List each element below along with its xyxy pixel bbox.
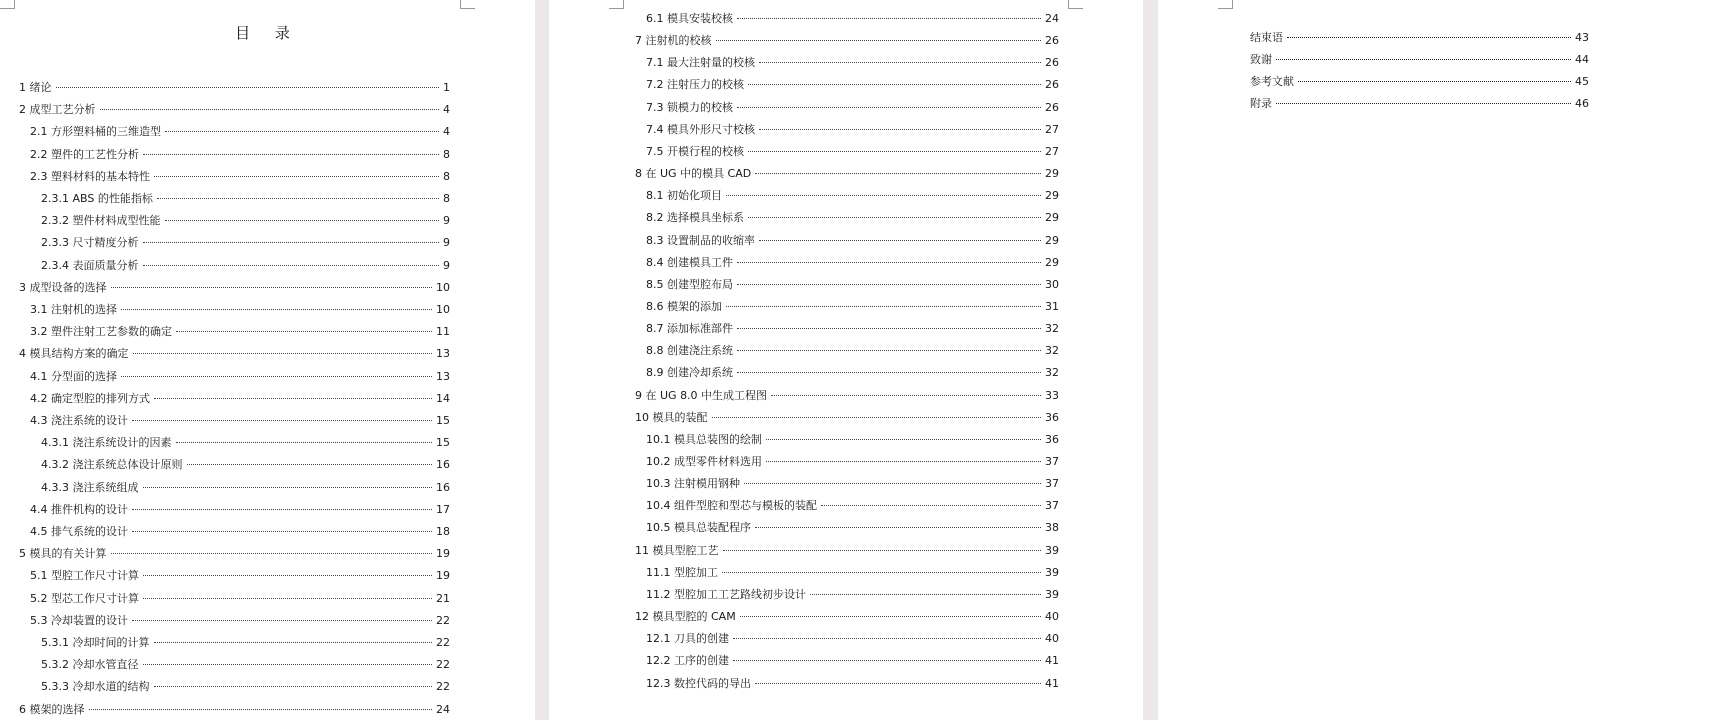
toc-dot-leader [176, 331, 432, 332]
toc-dot-leader [143, 664, 433, 665]
toc-entry-label: 8 在 UG 中的模具 CAD [635, 167, 752, 181]
toc-entry-page-number: 26 [1045, 100, 1059, 114]
toc-dot-leader [766, 461, 1041, 462]
toc-entry[interactable] [646, 498, 1059, 514]
toc-entry-label: 8.5 创建型腔布局 [646, 277, 733, 291]
toc-entry[interactable] [646, 100, 1059, 116]
toc-entry-label: 致谢 [1250, 53, 1272, 66]
toc-title: 目 录 [235, 24, 300, 42]
toc-entry[interactable] [19, 102, 450, 118]
toc-entry[interactable] [41, 235, 450, 251]
toc-entry-label: 8.2 选择模具坐标系 [646, 211, 744, 225]
toc-entry-page-number: 16 [436, 480, 450, 494]
toc-entry-page-number: 8 [443, 192, 450, 205]
toc-entry-page-number: 40 [1045, 632, 1059, 646]
toc-entry-page-number: 26 [1045, 56, 1059, 70]
toc-entry[interactable] [646, 255, 1059, 271]
toc-entry-label: 12 模具型腔的 CAM [635, 610, 736, 624]
toc-entry-page-number: 24 [436, 702, 450, 716]
toc-dot-leader [154, 176, 439, 177]
toc-dot-leader [133, 353, 433, 354]
toc-dot-leader [810, 594, 1041, 595]
toc-entry-label: 结束语 [1250, 31, 1283, 44]
toc-entry-page-number: 22 [436, 613, 450, 627]
toc-entry-label: 3.2 塑件注射工艺参数的确定 [30, 325, 172, 339]
toc-entry[interactable] [646, 233, 1059, 249]
toc-entry[interactable] [1250, 52, 1589, 68]
toc-entry-page-number: 39 [1045, 587, 1059, 601]
toc-entry-label: 附录 [1250, 97, 1272, 110]
toc-entry[interactable] [646, 454, 1059, 470]
toc-entry[interactable] [646, 565, 1059, 581]
toc-entry-label: 8.1 初始化项目 [646, 189, 722, 203]
toc-entry[interactable] [41, 213, 450, 229]
toc-entry-page-number: 39 [1045, 565, 1059, 579]
toc-entry-page-number: 33 [1045, 388, 1059, 402]
toc-entry[interactable] [30, 391, 450, 407]
toc-dot-leader [748, 151, 1041, 152]
toc-entry-label: 5.3.2 冷却水管直径 [41, 658, 139, 672]
toc-entry-page-number: 22 [436, 680, 450, 694]
toc-entry-page-number: 9 [443, 258, 450, 272]
toc-entry-label: 8.9 创建冷却系统 [646, 366, 733, 380]
toc-entry-page-number: 29 [1045, 255, 1059, 269]
toc-entry-page-number: 26 [1045, 34, 1059, 48]
toc-entry[interactable] [646, 520, 1059, 536]
toc-entry[interactable] [646, 476, 1059, 492]
toc-entry-page-number: 10 [436, 303, 450, 316]
toc-dot-leader [755, 527, 1041, 528]
toc-entry-page-number: 40 [1045, 610, 1059, 624]
toc-dot-leader [132, 531, 432, 532]
toc-dot-leader [121, 376, 432, 377]
toc-entry-page-number: 1 [443, 81, 450, 94]
toc-entry-page-number: 4 [443, 103, 450, 117]
toc-entry[interactable] [635, 410, 1059, 426]
toc-entry-page-number: 13 [436, 347, 450, 361]
toc-entry[interactable] [1250, 30, 1589, 46]
toc-entry-label: 11 模具型腔工艺 [635, 543, 719, 557]
toc-entry-label: 12.2 工序的创建 [646, 654, 729, 668]
toc-entry-page-number: 14 [436, 391, 450, 405]
toc-dot-leader [56, 87, 440, 88]
toc-entry[interactable] [19, 546, 450, 562]
toc-entry-page-number: 43 [1575, 31, 1589, 44]
toc-dot-leader [737, 262, 1041, 263]
toc-entry-page-number: 45 [1575, 75, 1589, 88]
toc-entry[interactable] [30, 524, 450, 540]
toc-dot-leader [100, 109, 440, 110]
toc-dot-leader [143, 598, 432, 599]
toc-entry-page-number: 36 [1045, 432, 1059, 446]
toc-entry[interactable] [646, 587, 1059, 603]
toc-entry-label: 4.3.1 浇注系统设计的因素 [41, 436, 172, 450]
toc-entry[interactable] [19, 280, 450, 296]
toc-entry[interactable] [41, 191, 450, 207]
toc-entry-label: 10 模具的装配 [635, 410, 708, 424]
toc-dot-leader [157, 198, 439, 199]
toc-dot-leader [716, 40, 1042, 41]
toc-entry-label: 7.1 最大注射量的校核 [646, 56, 755, 70]
toc-dot-leader [143, 242, 440, 243]
toc-entry-label: 2.2 塑件的工艺性分析 [30, 147, 139, 161]
toc-entry-page-number: 37 [1045, 499, 1059, 513]
toc-entry[interactable] [30, 169, 450, 185]
toc-entry[interactable] [646, 144, 1059, 160]
toc-entry[interactable] [41, 258, 450, 274]
toc-entry[interactable] [30, 147, 450, 163]
toc-entry-label: 5.1 型腔工作尺寸计算 [30, 569, 139, 583]
toc-entry[interactable] [635, 388, 1059, 404]
toc-entry-label: 4 模具结构方案的确定 [19, 347, 129, 361]
toc-entry-page-number: 19 [436, 547, 450, 561]
toc-dot-leader [744, 483, 1041, 484]
toc-entry-label: 9 在 UG 8.0 中生成工程图 [635, 388, 768, 402]
document-page-3 [1158, 0, 1725, 720]
toc-entry-page-number: 29 [1045, 211, 1059, 225]
toc-entry-label: 10.3 注射模用钢种 [646, 477, 740, 491]
toc-entry-label: 11.2 型腔加工工艺路线初步设计 [646, 587, 806, 601]
toc-dot-leader [1298, 81, 1571, 82]
toc-entry[interactable] [41, 480, 450, 496]
toc-entry-page-number: 27 [1045, 144, 1059, 158]
toc-entry-page-number: 38 [1045, 521, 1059, 535]
toc-entry[interactable] [41, 679, 450, 695]
toc-dot-leader [755, 173, 1041, 174]
toc-entry[interactable] [30, 369, 450, 385]
toc-entry-page-number: 10 [436, 280, 450, 294]
toc-entry-label: 5 模具的有关计算 [19, 547, 107, 561]
toc-entry-label: 10.4 组件型腔和型芯与模板的装配 [646, 499, 817, 513]
toc-entry-page-number: 19 [436, 569, 450, 583]
toc-dot-leader [154, 686, 433, 687]
toc-entry[interactable] [30, 502, 450, 518]
toc-entry-label: 2.3.3 尺寸精度分析 [41, 236, 139, 250]
toc-dot-leader [759, 240, 1041, 241]
toc-dot-leader [143, 487, 433, 488]
toc-entry[interactable] [646, 631, 1059, 647]
toc-entry[interactable] [41, 657, 450, 673]
toc-entry[interactable] [19, 702, 450, 718]
toc-dot-leader [143, 154, 439, 155]
toc-dot-leader [740, 616, 1041, 617]
toc-entry-label: 4.3.3 浇注系统组成 [41, 480, 139, 494]
toc-entry-label: 7.2 注射压力的校核 [646, 78, 744, 92]
toc-entry-label: 1 绪论 [19, 81, 52, 94]
toc-dot-leader [187, 464, 433, 465]
toc-dot-leader [165, 220, 440, 221]
toc-dot-leader [132, 620, 432, 621]
toc-entry-label: 4.3.2 浇注系统总体设计原则 [41, 458, 183, 472]
toc-entry-page-number: 30 [1045, 277, 1059, 291]
toc-entry-page-number: 37 [1045, 455, 1059, 468]
toc-entry-label: 8.8 创建浇注系统 [646, 344, 733, 358]
toc-dot-leader [121, 309, 432, 310]
toc-entry-page-number: 46 [1575, 97, 1589, 110]
toc-entry-label: 参考文献 [1250, 75, 1294, 88]
toc-entry-page-number: 44 [1575, 53, 1589, 66]
toc-dot-leader [821, 505, 1041, 506]
toc-entry-page-number: 17 [436, 502, 450, 516]
toc-entry[interactable] [1250, 96, 1589, 112]
toc-entry[interactable] [635, 166, 1059, 182]
toc-entry-label: 4.5 排气系统的设计 [30, 525, 128, 538]
toc-entry-page-number: 32 [1045, 322, 1059, 336]
toc-entry-page-number: 41 [1045, 654, 1059, 668]
toc-entry-page-number: 11 [436, 325, 450, 339]
toc-entry[interactable] [635, 609, 1059, 625]
toc-entry-label: 2.3.1 ABS 的性能指标 [41, 192, 153, 205]
toc-entry[interactable] [1250, 74, 1589, 90]
toc-dot-leader [737, 107, 1041, 108]
toc-dot-leader [143, 575, 432, 576]
toc-dot-leader [165, 131, 439, 132]
toc-entry-page-number: 13 [436, 369, 450, 383]
toc-dot-leader [111, 287, 433, 288]
toc-dot-leader [759, 129, 1041, 130]
toc-entry-label: 7.4 模具外形尺寸校核 [646, 122, 755, 136]
toc-entry-label: 4.1 分型面的选择 [30, 369, 117, 383]
toc-entry-page-number: 4 [443, 125, 450, 139]
toc-entry[interactable] [41, 635, 450, 651]
toc-entry[interactable] [41, 435, 450, 451]
toc-entry-label: 10.1 模具总装图的绘制 [646, 432, 762, 446]
toc-dot-leader [748, 84, 1041, 85]
document-page-1 [0, 0, 535, 720]
toc-entry-label: 6.1 模具安装校核 [646, 12, 733, 25]
toc-entry[interactable] [635, 543, 1059, 559]
toc-entry-label: 11.1 型腔加工 [646, 565, 718, 579]
toc-entry-label: 8.7 添加标准部件 [646, 322, 733, 336]
toc-entry-page-number: 22 [436, 636, 450, 649]
toc-entry-page-number: 27 [1045, 122, 1059, 136]
document-page-2 [549, 0, 1143, 720]
toc-entry-label: 3.1 注射机的选择 [30, 303, 117, 316]
toc-dot-leader [111, 553, 433, 554]
toc-dot-leader [1276, 103, 1571, 104]
toc-entry-label: 10.5 模具总装配程序 [646, 521, 751, 535]
toc-dot-leader [726, 195, 1041, 196]
toc-dot-leader [737, 284, 1041, 285]
toc-entry[interactable] [30, 613, 450, 629]
toc-dot-leader [766, 439, 1041, 440]
toc-dot-leader [759, 62, 1041, 63]
toc-entry-label: 7 注射机的校核 [635, 34, 712, 48]
toc-entry[interactable] [30, 302, 450, 318]
toc-entry[interactable] [646, 299, 1059, 315]
toc-entry[interactable] [646, 432, 1059, 448]
toc-dot-leader [737, 18, 1041, 19]
toc-entry-label: 2.1 方形塑料桶的三维造型 [30, 125, 161, 139]
toc-dot-leader [176, 442, 433, 443]
toc-entry[interactable] [646, 321, 1059, 337]
toc-entry[interactable] [646, 653, 1059, 669]
page-corner-mark [1218, 0, 1233, 9]
toc-entry-page-number: 22 [436, 658, 450, 672]
toc-entry-label: 8.6 模架的添加 [646, 299, 722, 313]
toc-entry[interactable] [646, 676, 1059, 692]
toc-dot-leader [771, 395, 1041, 396]
toc-entry[interactable] [646, 365, 1059, 381]
toc-dot-leader [733, 660, 1041, 661]
toc-entry[interactable] [646, 122, 1059, 138]
toc-entry-label: 5.2 型芯工作尺寸计算 [30, 591, 139, 605]
toc-entry-page-number: 29 [1045, 233, 1059, 247]
toc-dot-leader [722, 572, 1041, 573]
toc-dot-leader [712, 417, 1042, 418]
toc-entry-label: 7.5 开模行程的校核 [646, 144, 744, 158]
toc-entry[interactable] [646, 77, 1059, 93]
page-corner-mark [460, 0, 475, 9]
toc-entry[interactable] [41, 457, 450, 473]
toc-entry-label: 8.4 创建模具工件 [646, 255, 733, 269]
toc-entry[interactable] [646, 343, 1059, 359]
toc-entry-page-number: 31 [1045, 299, 1059, 313]
toc-entry-page-number: 36 [1045, 410, 1059, 424]
toc-entry-label: 4.4 推件机构的设计 [30, 502, 128, 516]
toc-entry-page-number: 16 [436, 458, 450, 472]
toc-entry[interactable] [30, 324, 450, 340]
toc-entry[interactable] [646, 11, 1059, 27]
toc-entry[interactable] [646, 277, 1059, 293]
toc-entry[interactable] [635, 33, 1059, 49]
toc-dot-leader [143, 265, 440, 266]
toc-entry-page-number: 21 [436, 591, 450, 605]
page-corner-mark [0, 0, 15, 9]
toc-entry-label: 7.3 锁模力的校核 [646, 100, 733, 114]
toc-entry[interactable] [646, 188, 1059, 204]
toc-dot-leader [737, 372, 1041, 373]
toc-dot-leader [154, 398, 432, 399]
toc-entry-page-number: 18 [436, 525, 450, 538]
toc-entry[interactable] [646, 210, 1059, 226]
page-corner-mark [1068, 0, 1083, 9]
toc-entry-label: 8.3 设置制品的收缩率 [646, 233, 755, 247]
toc-dot-leader [726, 306, 1041, 307]
toc-entry[interactable] [30, 413, 450, 429]
toc-entry-page-number: 24 [1045, 12, 1059, 25]
toc-entry-page-number: 15 [436, 414, 450, 427]
toc-dot-leader [132, 509, 432, 510]
toc-entry-page-number: 37 [1045, 477, 1059, 491]
toc-dot-leader [733, 638, 1041, 639]
toc-entry-label: 12.3 数控代码的导出 [646, 676, 751, 690]
toc-entry-label: 12.1 刀具的创建 [646, 632, 729, 646]
toc-dot-leader [1276, 59, 1571, 60]
toc-entry[interactable] [19, 80, 450, 96]
toc-entry[interactable] [30, 591, 450, 607]
toc-entry-page-number: 26 [1045, 78, 1059, 92]
toc-entry-page-number: 8 [443, 147, 450, 161]
toc-dot-leader [132, 420, 432, 421]
toc-dot-leader [154, 642, 433, 643]
toc-dot-leader [89, 709, 433, 710]
toc-entry-label: 2.3 塑料材料的基本特性 [30, 169, 150, 183]
toc-dot-leader [755, 683, 1041, 684]
toc-entry-label: 4.3 浇注系统的设计 [30, 414, 128, 427]
toc-entry-label: 5.3 冷却装置的设计 [30, 613, 128, 627]
toc-dot-leader [737, 328, 1041, 329]
toc-entry-page-number: 8 [443, 169, 450, 183]
toc-entry-page-number: 15 [436, 436, 450, 450]
toc-entry-label: 4.2 确定型腔的排列方式 [30, 391, 150, 405]
toc-entry[interactable] [19, 346, 450, 362]
toc-entry-page-number: 9 [443, 236, 450, 250]
toc-entry[interactable] [30, 124, 450, 140]
toc-entry-label: 5.3.1 冷却时间的计算 [41, 636, 150, 649]
toc-entry-label: 5.3.3 冷却水道的结构 [41, 680, 150, 694]
toc-entry-page-number: 9 [443, 214, 450, 228]
toc-entry-label: 6 模架的选择 [19, 702, 85, 716]
toc-entry-label: 2.3.2 塑件材料成型性能 [41, 214, 161, 228]
toc-entry-label: 10.2 成型零件材料选用 [646, 455, 762, 468]
toc-entry[interactable] [646, 55, 1059, 71]
toc-entry-page-number: 32 [1045, 344, 1059, 358]
toc-dot-leader [737, 350, 1041, 351]
toc-entry-label: 2.3.4 表面质量分析 [41, 258, 139, 272]
toc-entry-label: 2 成型工艺分析 [19, 103, 96, 117]
page-corner-mark [609, 0, 624, 9]
toc-entry-page-number: 41 [1045, 676, 1059, 690]
toc-entry[interactable] [30, 568, 450, 584]
toc-dot-leader [723, 550, 1042, 551]
toc-entry-page-number: 32 [1045, 366, 1059, 380]
toc-entry-page-number: 29 [1045, 167, 1059, 181]
toc-entry-page-number: 29 [1045, 189, 1059, 203]
toc-entry-label: 3 成型设备的选择 [19, 280, 107, 294]
toc-entry-page-number: 39 [1045, 543, 1059, 557]
toc-dot-leader [748, 217, 1041, 218]
toc-dot-leader [1287, 37, 1571, 38]
